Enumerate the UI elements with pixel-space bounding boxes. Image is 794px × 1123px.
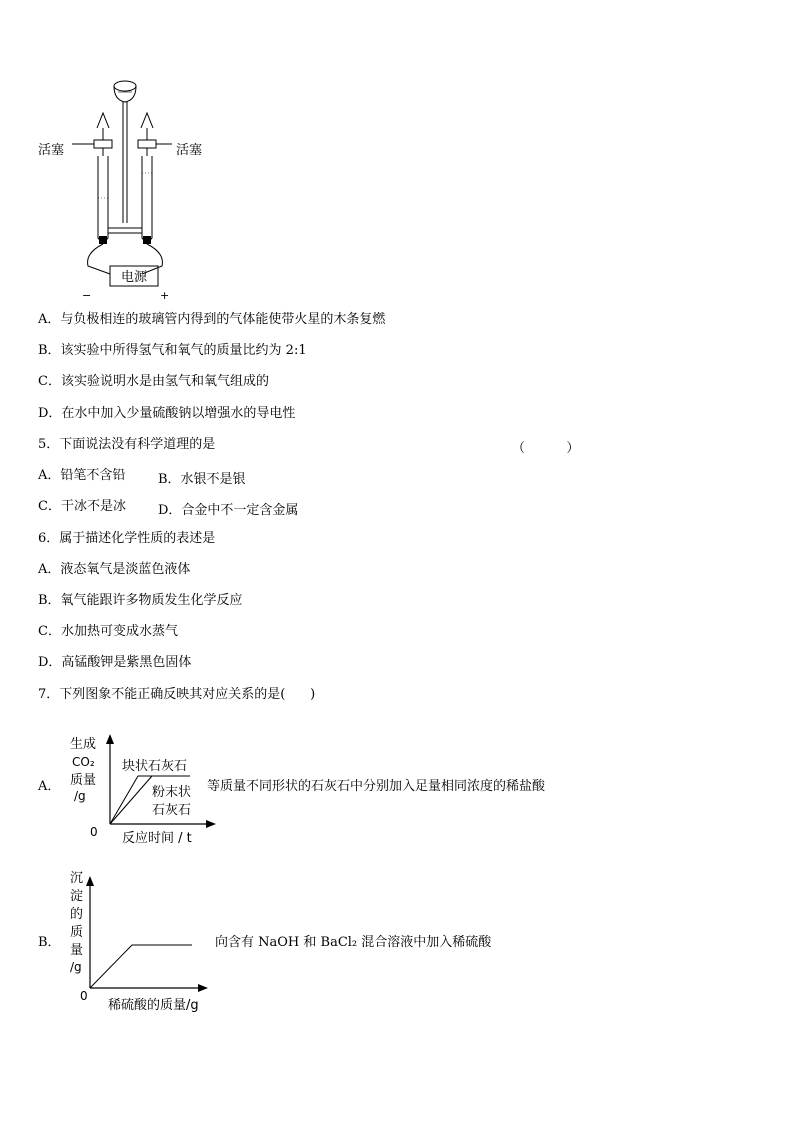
graph-b-ylabel-1: 沉 [70, 871, 84, 886]
q7-option-b-graph [62, 866, 222, 1016]
graph-a-ylabel-line1: 生成 [70, 737, 97, 752]
q4-option-b: B．该实验中所得氢气和氧气的质量比约为 2:1 [38, 343, 307, 358]
graph-a-ylabel-line4: /g [74, 789, 86, 803]
q4-option-a: A．与负极相连的玻璃管内得到的气体能使带火星的木条复燃 [38, 312, 386, 327]
q6-option-d: D．高锰酸钾是紫黑色固体 [38, 655, 192, 670]
graph-a-x-arrow [206, 820, 216, 828]
graph-a-label-powder-2: 石灰石 [152, 803, 192, 818]
stopcock-label-right: 活塞 [176, 143, 203, 158]
graph-b-series [90, 945, 192, 988]
graph-b-ylabel-4: 质 [70, 925, 84, 940]
graph-a-origin: 0 [90, 825, 98, 839]
graph-b-x-arrow [198, 984, 208, 992]
q7-option-a-graph [62, 730, 222, 848]
graph-b-ylabel-5: 量 [70, 943, 84, 958]
q7-stem: 7．下列图象不能正确反映其对应关系的是( ) [38, 687, 316, 702]
q6-option-b: B．氧气能跟许多物质发生化学反应 [38, 593, 243, 608]
q5-option-d: D．合金中不一定含金属 [158, 503, 299, 518]
plus-sign: + [160, 289, 170, 302]
q5-option-a: A．铅笔不含铅 [38, 468, 126, 483]
q7-option-b-description: 向含有 NaOH 和 BaCl₂ 混合溶液中加入稀硫酸 [215, 935, 492, 950]
q7-option-a-letter: A． [38, 779, 61, 794]
q6-option-c: C．水加热可变成水蒸气 [38, 624, 178, 639]
stopcock-label-left: 活塞 [38, 143, 65, 158]
q4-option-d: D．在水中加入少量硫酸钠以增强水的导电性 [38, 406, 296, 421]
graph-a-ylabel-line2: CO₂ [72, 755, 95, 769]
graph-b-ylabel-2: 淀 [70, 889, 84, 904]
minus-sign: − [82, 289, 92, 302]
power-label: 电源 [120, 270, 148, 285]
graph-a-label-powder-1: 粉末状 [152, 785, 192, 800]
graph-b-y-arrow [86, 876, 94, 886]
electrolysis-apparatus-figure [30, 78, 220, 303]
graph-a-y-arrow [106, 734, 114, 744]
q7-option-a-description: 等质量不同形状的石灰石中分别加入足量相同浓度的稀盐酸 [207, 779, 546, 794]
q5-option-c: C．干冰不是冰 [38, 499, 126, 514]
q5-stem: 5．下面说法没有科学道理的是 [38, 437, 216, 452]
graph-b-xlabel: 稀硫酸的质量/g [108, 998, 199, 1013]
q6-stem: 6．属于描述化学性质的表述是 [38, 531, 216, 546]
graph-a-label-lump: 块状石灰石 [122, 759, 188, 774]
q7-option-b-letter: B． [38, 935, 61, 950]
q5-option-b: B．水银不是银 [158, 472, 246, 487]
graph-a-xlabel: 反应时间 / t [122, 831, 192, 846]
graph-b-ylabel-6: /g [70, 960, 82, 974]
graph-a-series-powder [110, 776, 152, 824]
q6-option-a: A．液态氧气是淡蓝色液体 [38, 562, 191, 577]
q4-option-c: C．该实验说明水是由氢气和氧气组成的 [38, 374, 269, 389]
graph-a-ylabel-line3: 质量 [70, 773, 97, 788]
graph-b-origin: 0 [80, 989, 88, 1003]
q5-answer-bracket: （ ） [512, 441, 580, 456]
graph-b-ylabel-3: 的 [70, 907, 84, 922]
